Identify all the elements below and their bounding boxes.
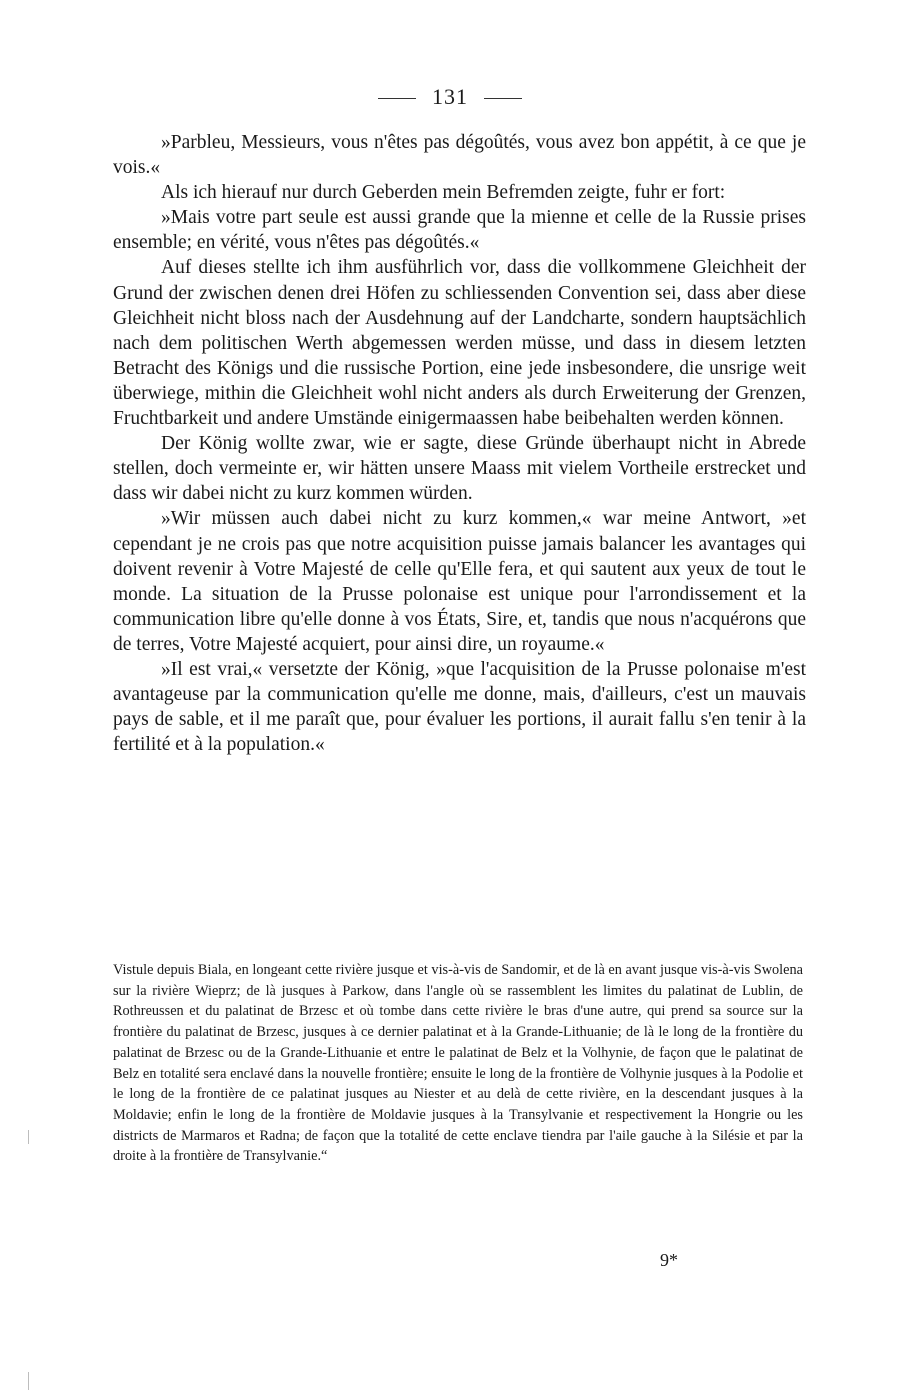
scan-edge-mark (28, 1130, 29, 1144)
paragraph: Als ich hierauf nur durch Geberden mein Befremden zeigte, fuhr er fort: (161, 182, 726, 204)
page-number: 131 (432, 84, 468, 109)
footnote (113, 960, 803, 1167)
paragraph: »Il est vrai,« versetzte der König, »que l'acquisition de la Prusse polonaise m'est avantageuse par la communication qu'elle me donne, mais, d'ailleurs, c'est un mauvais pays de sable, et il me paraît que, pour évaluer les portions, il aurait fallu s'en tenir à la fertilité et à la population.« (113, 658, 806, 756)
header-dash-left (378, 98, 416, 99)
main-text (113, 130, 806, 757)
header-dash-right (484, 98, 522, 99)
paragraph: Der König wollte zwar, wie er sagte, diese Gründe überhaupt nicht in Abrede stellen, doch vermeinte er, wir hätten unsere Maass mit vielem Vortheile erstrecket und dass wir dabei nicht zu kurz kommen würden. (113, 433, 806, 505)
signature-mark: 9* (660, 1250, 678, 1270)
page-header (0, 84, 900, 110)
paragraph: »Parbleu, Messieurs, vous n'êtes pas dégoûtés, vous avez bon appétit, à ce que je vois.« (113, 132, 806, 179)
paragraph: Auf dieses stellte ich ihm ausführlich vor, dass die vollkommene Gleichheit der Grund der zwischen denen drei Höfen zu schliessenden Convention sei, dass aber diese Gleichheit nicht bloss nach der Ausdehnung auf der Landcharte, sondern hauptsächlich nach dem politischen Werth abgemessen werden müsse, und dass in diesem letzten Betracht des Königs und die russische Portion, eine jede insbesondere, die unsrige weit überwiege, mithin die Gleichheit wohl nicht anders als durch Erweiterung der Grenzen, Fruchtbarkeit und andere Umstände einigermaassen habe beibehalten werden können. (113, 257, 806, 430)
paragraph: »Wir müssen auch dabei nicht zu kurz kommen,« war meine Antwort, »et cependant je ne crois pas que notre acquisition puisse jamais balancer les avantages qui doivent revenir à Votre Majesté de celle qu'Elle fera, et qui sautent aux yeux de tout le monde. La situation de la Prusse polonaise est unique pour l'arrondissement et la communication libre qu'elle donne à vos États, Sire, et, tandis que nous n'acquérons que de terres, Votre Majesté acquiert, pour ainsi dire, un royaume.« (113, 508, 806, 655)
paragraph: »Mais votre part seule est aussi grande que la mienne et celle de la Russie prises ensemble; en vérité, vous n'êtes pas dégoûtés.« (113, 207, 806, 254)
footnote-text: Vistule depuis Biala, en longeant cette rivière jusque et vis-à-vis de Sandomir, et de là en avant jusque vis-à-vis Swolena sur la rivière Wieprz; de là jusques à Parkow, dans l'angle où se rassemblent les limites du palatinat de Lublin, de Rothreussen et du palatinat de Brzesc et où tombe dans cette rivière le bras d'une autre, qui prend sa source sur la frontière du palatinat de Brzesc, jusques à ce dernier palatinat et à la Grande-Lithuanie; de là le long de la frontière du palatinat de Brzesc ou de la Grande-Lithuanie et entre le palatinat de Belz et la Volhynie, de façon que le palatinat de Belz en totalité sera enclavé dans la nouvelle frontière; ensuite le long de la frontière de Volhynie jusques à la Podolie et le long de la frontière de ce palatinat jusques au Niester et au delà de cette rivière, en la descendant jusques à la Moldavie; enfin le long de la frontière de Moldavie jusques à la Transylvanie et respectivement la Hongrie ou les districts de Marmaros et Radna; de façon que la totalité de cette enclave tiendra par l'aile gauche à la Silésie et par la droite à la frontière de Transylvanie.“ (113, 962, 803, 1165)
scan-edge-mark (28, 1372, 29, 1390)
